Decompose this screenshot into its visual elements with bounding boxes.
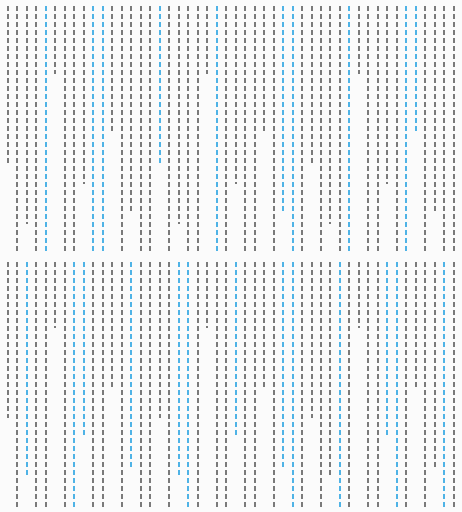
answer-text-column (146, 6, 154, 254)
answer-text-column (374, 262, 382, 508)
answer-text-column (194, 262, 202, 508)
answer-text-column (393, 6, 401, 254)
answer-text-column (450, 6, 458, 254)
answer-text-column (4, 6, 12, 254)
answer-text-column (61, 262, 69, 508)
answer-text-column (270, 262, 278, 508)
answer-text-column (260, 6, 268, 254)
interviewer-question-column (42, 6, 50, 254)
answer-text-column (317, 262, 325, 508)
interviewer-question-column (184, 262, 192, 508)
answer-text-column (156, 262, 164, 508)
answer-text-column (80, 6, 88, 254)
answer-text-column (326, 262, 334, 508)
interviewer-question-column (80, 262, 88, 508)
answer-text-column (270, 6, 278, 254)
answer-text-column (298, 262, 306, 508)
interviewer-question-column (412, 6, 420, 254)
answer-text-column (222, 6, 230, 254)
answer-text-column (118, 262, 126, 508)
answer-text-column (61, 6, 69, 254)
interviewer-question-column (99, 6, 107, 254)
interviewer-question-column (213, 6, 221, 254)
answer-text-column (298, 6, 306, 254)
answer-text-column (203, 6, 211, 254)
answer-text-column (336, 6, 344, 254)
answer-text-column (421, 6, 429, 254)
interviewer-question-column (279, 262, 287, 508)
bottom-text-block (0, 262, 462, 508)
answer-text-column (317, 6, 325, 254)
answer-text-column (137, 262, 145, 508)
interviewer-question-column (289, 262, 297, 508)
answer-text-column (51, 6, 59, 254)
answer-text-column (99, 262, 107, 508)
answer-text-column (440, 6, 448, 254)
answer-text-column (431, 262, 439, 508)
answer-text-column (450, 262, 458, 508)
answer-text-column (13, 6, 21, 254)
answer-text-column (412, 262, 420, 508)
answer-text-column (345, 262, 353, 508)
answer-text-column (326, 6, 334, 254)
answer-text-column (241, 6, 249, 254)
answer-text-column (241, 262, 249, 508)
answer-text-column (203, 262, 211, 508)
answer-text-column (146, 262, 154, 508)
interviewer-question-column (402, 6, 410, 254)
answer-text-column (364, 6, 372, 254)
answer-text-column (108, 6, 116, 254)
answer-text-column (42, 262, 50, 508)
answer-text-column (383, 6, 391, 254)
answer-text-column (308, 6, 316, 254)
interviewer-question-column (232, 262, 240, 508)
interviewer-question-column (383, 262, 391, 508)
answer-text-column (4, 262, 12, 508)
interviewer-question-column (336, 262, 344, 508)
interviewer-question-column (345, 6, 353, 254)
answer-text-column (355, 6, 363, 254)
answer-text-column (32, 6, 40, 254)
answer-text-column (137, 6, 145, 254)
answer-text-column (374, 6, 382, 254)
interviewer-question-column (70, 262, 78, 508)
interviewer-question-column (393, 262, 401, 508)
answer-text-column (251, 6, 259, 254)
answer-text-column (118, 6, 126, 254)
answer-text-column (13, 262, 21, 508)
answer-text-column (51, 262, 59, 508)
answer-text-column (308, 262, 316, 508)
top-text-block (0, 6, 462, 254)
answer-text-column (108, 262, 116, 508)
answer-text-column (23, 6, 31, 254)
interviewer-question-column (89, 6, 97, 254)
answer-text-column (127, 6, 135, 254)
interviewer-question-column (289, 6, 297, 254)
answer-text-column (184, 6, 192, 254)
answer-text-column (194, 6, 202, 254)
answer-text-column (165, 262, 173, 508)
answer-text-column (260, 262, 268, 508)
answer-text-column (364, 262, 372, 508)
interviewer-question-column (279, 6, 287, 254)
answer-text-column (251, 262, 259, 508)
answer-text-column (89, 262, 97, 508)
interviewer-question-column (127, 262, 135, 508)
answer-text-column (70, 6, 78, 254)
answer-text-column (355, 262, 363, 508)
interviewer-question-column (175, 262, 183, 508)
answer-text-column (232, 6, 240, 254)
answer-text-column (402, 262, 410, 508)
answer-text-column (222, 262, 230, 508)
answer-text-column (431, 6, 439, 254)
interviewer-question-column (440, 262, 448, 508)
interviewer-question-column (23, 262, 31, 508)
interviewer-question-column (156, 6, 164, 254)
answer-text-column (175, 6, 183, 254)
answer-text-column (213, 262, 221, 508)
answer-text-column (421, 262, 429, 508)
answer-text-column (32, 262, 40, 508)
answer-text-column (165, 6, 173, 254)
